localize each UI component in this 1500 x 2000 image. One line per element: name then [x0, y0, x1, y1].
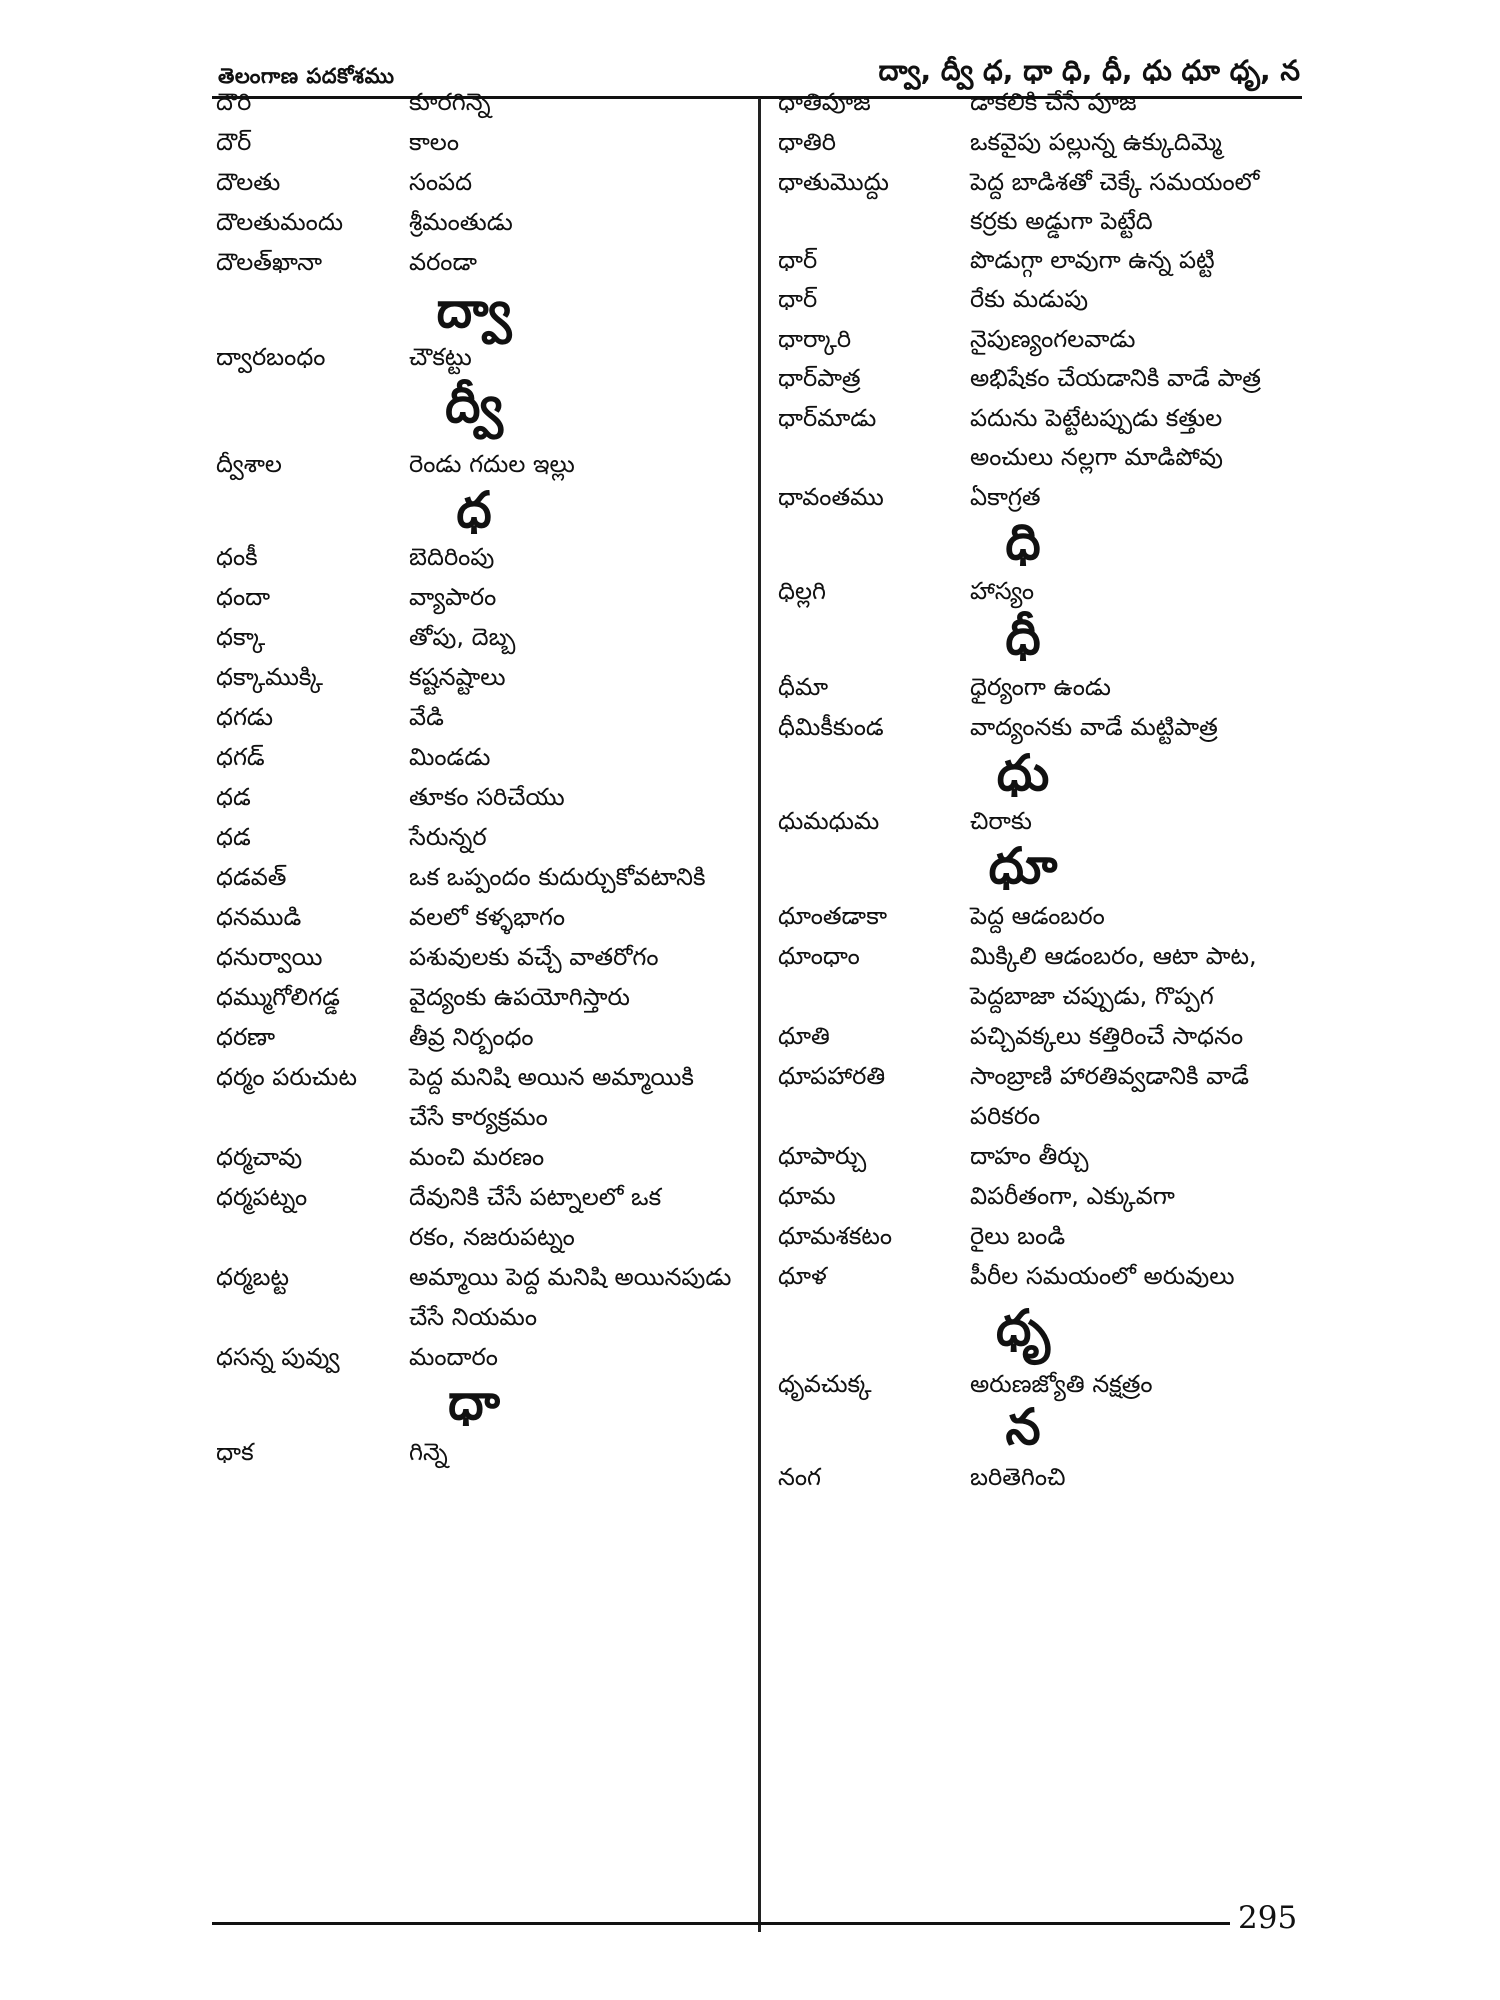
entry-word: ధందా: [216, 583, 271, 611]
entry-word: ధగడ్: [216, 743, 265, 771]
dictionary-entry: [778, 1452, 1305, 1503]
entry-meaning: అంచులు నల్లగా మాడిపోవు: [970, 443, 1223, 471]
entry-word: ధూమ: [778, 1182, 836, 1210]
section-letter: ధూ: [988, 837, 1058, 895]
entry-word: ధుమధుమ: [778, 807, 880, 835]
entry-meaning: ధైర్యంగా ఉండు: [970, 673, 1111, 701]
header-letter-range: ద్వా, ద్వీ ధ, ధా ధి, ధీ, ధు ధూ ధృ, న: [878, 54, 1300, 87]
entry-meaning: పరికరం: [970, 1102, 1041, 1130]
entry-meaning: రెండు గదుల ఇల్లు: [409, 450, 575, 478]
entry-meaning: అభిషేకం చేయడానికి వాడే పాత్ర: [970, 364, 1261, 392]
entry-word: ధడ: [216, 823, 251, 851]
entry-meaning: ఏకాగ్రత: [970, 483, 1041, 511]
section-letter: ధీ: [1005, 608, 1041, 666]
entry-word: ధగడు: [216, 703, 273, 731]
section-letter: న: [1005, 1398, 1041, 1456]
entry-word: ధిల్లగి: [778, 577, 826, 605]
entry-word: ధర్మపట్నం: [216, 1183, 308, 1211]
entry-meaning: మిండడు: [409, 743, 491, 771]
entry-meaning: రైలు బండి: [970, 1222, 1066, 1250]
entry-meaning: బెదిరింపు: [409, 543, 495, 571]
entry-word: ధాక: [216, 1438, 254, 1466]
entry-meaning: పచ్చివక్కలు కత్తిరించే సాధనం: [970, 1022, 1244, 1050]
entry-meaning: రేకు మడుపు: [970, 285, 1089, 313]
entry-meaning: మందారం: [409, 1343, 498, 1371]
entry-word: దౌలత్‌ఖానా: [216, 248, 323, 276]
entry-meaning: రకం, నజరుపట్నం: [409, 1223, 575, 1251]
section-letter: ధి: [1005, 513, 1041, 571]
section-letter: ద్వా: [436, 281, 512, 339]
footer-rule: [212, 1922, 1230, 1925]
entry-meaning: పదును పెట్టేటప్పుడు కత్తుల: [970, 404, 1223, 432]
entry-meaning: డాకలికి చేసే పూజ: [970, 88, 1137, 116]
entry-meaning: పెద్ద మనిషి అయిన అమ్మాయికి: [409, 1063, 694, 1091]
entry-meaning: పశువులకు వచ్చే వాతరోగం: [409, 943, 659, 971]
entry-meaning: నైపుణ్యంగలవాడు: [970, 325, 1136, 353]
entry-word: ధార్: [778, 246, 818, 274]
entry-word: ధంకీ: [216, 543, 258, 571]
entry-word: ధాతుమొద్దు: [778, 168, 889, 196]
entry-meaning: సేరున్నర: [409, 823, 487, 851]
entry-meaning: దాహం తీర్చు: [970, 1142, 1089, 1170]
section-letter: ధ: [456, 481, 492, 539]
dictionary-entry: [216, 1427, 744, 1478]
entry-meaning: పీరీల సమయంలో అరువులు: [970, 1262, 1235, 1290]
entry-word: ధరణా: [216, 1023, 276, 1051]
entry-word: ధాతిరి: [778, 128, 836, 156]
entry-word: ధార్‌పాత్ర: [778, 364, 861, 392]
entry-meaning: వరండా: [409, 248, 477, 276]
entry-meaning: ఒక ఒప్పందం కుదుర్చుకోవటానికి: [409, 863, 706, 891]
entry-word: ధమ్ముగోలిగడ్డ: [216, 983, 340, 1011]
entry-word: ధనుర్వాయి: [216, 943, 323, 971]
entry-meaning: తోపు, దెబ్బ: [409, 623, 516, 651]
entry-word: ధూంతడాకా: [778, 902, 888, 930]
entry-word: దౌలతు: [216, 168, 281, 196]
entry-word: ధూపహారతి: [778, 1062, 886, 1090]
entry-word: ధర్మచావు: [216, 1143, 303, 1171]
entry-meaning: మిక్కిలి ఆడంబరం, ఆటా పాట,: [970, 942, 1257, 970]
entry-word: దౌర్: [216, 128, 252, 156]
entry-meaning: చిరాకు: [970, 807, 1032, 835]
entry-meaning: అరుణజ్యోతి నక్షత్రం: [970, 1370, 1153, 1398]
entry-word: నంగ: [778, 1463, 822, 1491]
entry-word: ధూళ: [778, 1262, 827, 1290]
entry-meaning: సంపద: [409, 168, 473, 196]
entry-word: ధీమా: [778, 673, 829, 701]
entry-word: ధీమికీకుండ: [778, 713, 884, 741]
entry-meaning: అమ్మాయి పెద్ద మనిషి అయినపుడు: [409, 1263, 732, 1291]
entry-meaning: కాలం: [409, 128, 459, 156]
entry-meaning: వేడి: [409, 703, 444, 731]
entry-word: ధాతిపూజ: [778, 88, 871, 116]
entry-meaning: ఒకవైపు పల్లున్న ఉక్కుదిమ్మె: [970, 128, 1222, 156]
entry-word: ధూతి: [778, 1022, 830, 1050]
column-divider: [758, 98, 761, 1932]
entry-meaning: బరితెగించి: [970, 1463, 1066, 1491]
entry-word: ధర్మం పరుచుట: [216, 1063, 357, 1091]
entry-word: ధార్: [778, 285, 818, 313]
entry-meaning: కూరగిన్నె: [409, 88, 491, 116]
section-letter: ద్వీ: [445, 376, 503, 434]
entry-word: దౌరి: [216, 88, 252, 116]
entry-word: ధూమశకటం: [778, 1222, 893, 1250]
header-title: తెలంగాణ పదకోశము: [218, 64, 395, 88]
entry-meaning: వ్యాపారం: [409, 583, 497, 611]
section-letter: ధు: [996, 744, 1050, 802]
page-number: 295: [1238, 1900, 1298, 1936]
entry-word: ద్వారబంధం: [216, 343, 326, 371]
entry-meaning: పెద్ద బాడిశతో చెక్కే సమయంలో: [970, 168, 1260, 196]
entry-word: ధడ: [216, 783, 251, 811]
entry-meaning: చౌకట్టు: [409, 343, 472, 371]
entry-meaning: పెద్ద ఆడంబరం: [970, 902, 1105, 930]
entry-meaning: తీవ్ర నిర్బంధం: [409, 1023, 534, 1051]
entry-meaning: వైద్యంకు ఉపయోగిస్తారు: [409, 983, 630, 1011]
entry-word: ద్వీశాల: [216, 450, 282, 478]
entry-word: ధార్కారి: [778, 325, 852, 353]
entry-word: ధడవత్: [216, 863, 287, 891]
entry-meaning: మంచి మరణం: [409, 1143, 545, 1171]
section-letter: ధృ: [996, 1299, 1050, 1357]
entry-meaning: కర్రకు అడ్డుగా పెట్టేది: [970, 207, 1153, 235]
entry-meaning: దేవునికి చేసే పట్నాలలో ఒక: [409, 1183, 662, 1211]
entry-meaning: గిన్నె: [409, 1438, 448, 1466]
entry-word: ధక్కా: [216, 623, 266, 651]
entry-word: ధార్‌మాడు: [778, 404, 877, 432]
entry-word: ధనముడి: [216, 903, 302, 931]
entry-meaning: కష్టనష్టాలు: [409, 663, 506, 691]
entry-meaning: శ్రీమంతుడు: [409, 208, 513, 236]
entry-meaning: వలలో కళ్ళభాగం: [409, 903, 566, 931]
entry-word: ధూపార్చు: [778, 1142, 867, 1170]
entry-meaning: చేసే కార్యక్రమం: [409, 1103, 548, 1131]
entry-meaning: పెద్దబాజా చప్పుడు, గొప్పగ: [970, 982, 1214, 1010]
entry-word: ధూంధాం: [778, 942, 860, 970]
entry-meaning: విపరీతంగా, ఎక్కువగా: [970, 1182, 1175, 1210]
entry-word: ధర్మబట్ట: [216, 1263, 290, 1291]
dictionary-entry: [778, 1251, 1305, 1302]
entry-meaning: సాంబ్రాణి హారతివ్వడానికి వాడే: [970, 1062, 1250, 1090]
entry-word: ధసన్న పువ్వు: [216, 1343, 340, 1371]
entry-meaning: హాస్యం: [970, 577, 1035, 605]
entry-meaning: తూకం సరిచేయు: [409, 783, 565, 811]
entry-meaning: పొడుగ్గా లావుగా ఉన్న పట్టి: [970, 246, 1215, 274]
entry-word: ధక్కాముక్కి: [216, 663, 323, 691]
entry-word: దౌలతుమందు: [216, 208, 344, 236]
entry-meaning: వాద్యంనకు వాడే మట్టిపాత్ర: [970, 713, 1218, 741]
entry-meaning: చేసే నియమం: [409, 1303, 537, 1331]
entry-word: ధావంతము: [778, 483, 884, 511]
section-letter: ధా: [448, 1373, 500, 1431]
entry-word: ధృవచుక్క: [778, 1370, 872, 1398]
